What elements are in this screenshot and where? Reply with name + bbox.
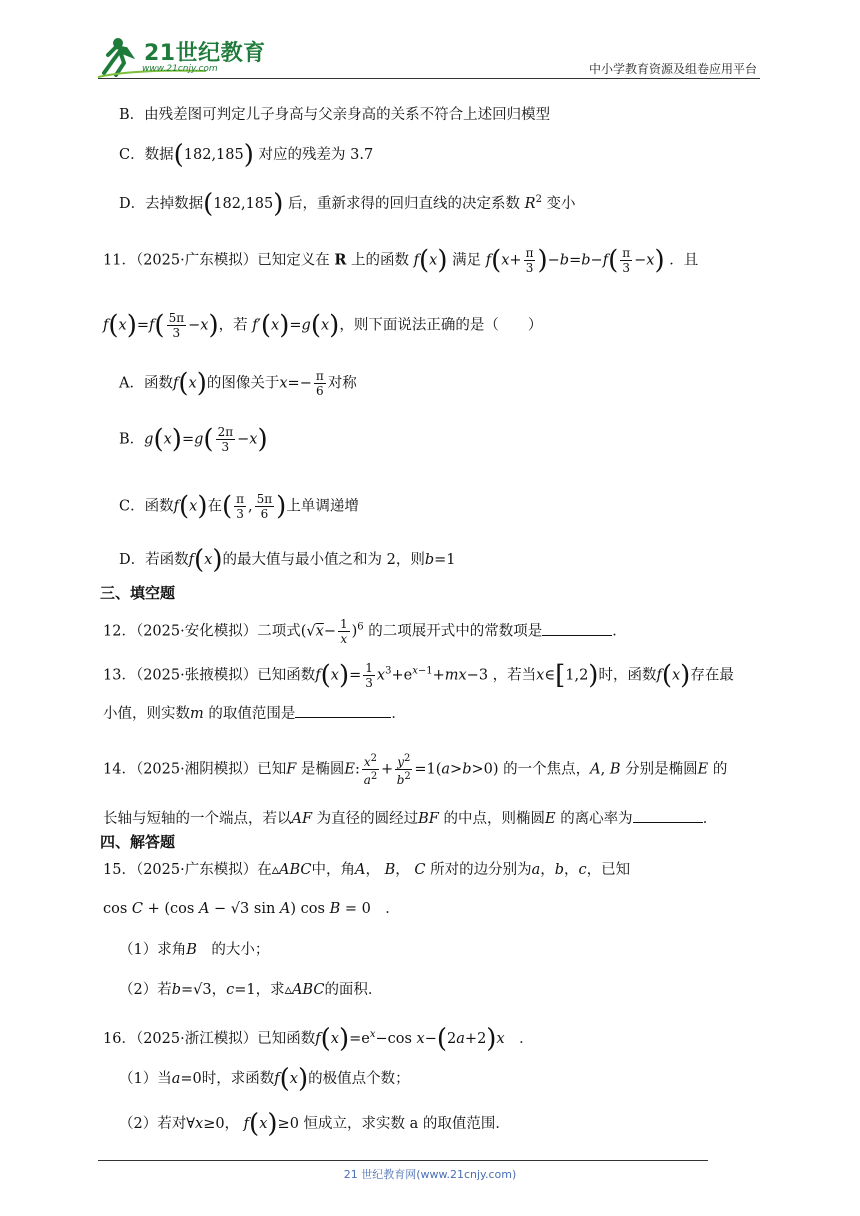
q11-option-b: B．g(x)=g( $\frac{2\pi}{3}$ −x)	[119, 424, 268, 455]
q11-option-d: D．若函数f(x)的最大值与最小值之和为 2，则b=1	[119, 545, 456, 575]
q11-stem-line2: f(x)=f( $\frac{5\pi}{3}$ −x)，若 f′(x)=g(x)，则下面说法正确的是（ ）	[103, 310, 543, 341]
q10-option-b: B．由残差图可判定儿子身高与父亲身高的关系不符合上述回归模型	[119, 107, 551, 123]
q11-option-c: C．函数f(x)在( $\frac{\pi}{3}$ , $\frac{5\pi}{6}$ )上单调递增	[119, 491, 359, 522]
q15-sub2: （2）若b=√3，c=1，求▵ABC的面积．	[119, 982, 383, 998]
q12-stem: 12．（2025·安化模拟）二项式(√x− $\frac{1}{x}$ )$^6$ 的二项展开式中的常数项是 ．	[103, 617, 627, 646]
platform-name: 中小学教育资源及组卷应用平台	[588, 62, 757, 76]
q11-option-a: A．函数f(x)的图像关于x=− $\frac{\pi}{6}$ 对称	[119, 368, 357, 399]
header-divider	[98, 78, 760, 79]
q15-stem-line1: 15．（2025·广东模拟）在▵ABC中，角A， B， C 所对的边分别为a，b，c，已知	[103, 862, 631, 878]
q10-option-d: D．去掉数据(182,185) 后，重新求得的回归直线的决定系数 $R^2$ 变小	[119, 188, 576, 219]
q16-stem: 16．（2025·浙江模拟）已知函数$f(x)=e^x-\cos$ x−(2a+2)x ．	[103, 1023, 534, 1054]
q14-stem-line2: 长轴与短轴的一个端点，若以AF 为直径的圆经过BF 的中点，则椭圆E 的离心率为 ．	[103, 806, 717, 829]
q13-stem-line2: 小值，则实数m 的取值范围是 ．	[103, 701, 406, 724]
footer-divider	[98, 1160, 708, 1161]
footer-link[interactable]: 21 世纪教育网(www.21cnjy.com)	[343, 1168, 517, 1181]
section-fill-in: 三、填空题	[100, 584, 176, 602]
section-solution: 四、解答题	[100, 833, 176, 851]
q16-sub1: （1）当a=0时，求函数f(x)的极值点个数；	[119, 1064, 410, 1094]
logo-text: 21世纪教育	[144, 41, 266, 66]
q11-stem-line1: 11．（2025·广东模拟）已知定义在 R 上的函数 f(x) 满足 f(x+ $\frac{\pi}{3}$ )−b=b−f( $\frac{\pi}{3}$ −x) ．且	[103, 245, 699, 276]
q14-stem-line1: 14．（2025·湘阴模拟）已知F 是椭圆E: $\frac{x^2}{a^2}$ + $\frac{y^2}{b^2}$ =1(a>b>0) 的一个焦点，A, B 分别是椭圆E 的	[103, 753, 728, 787]
q15-sub1: （1）求角B 的大小；	[119, 942, 270, 958]
q13-stem-line1: 13．（2025·张掖模拟）已知函数f(x)= $\frac{1}{3}$ $x^3+e^{x-1}+mx-3$ ，若当x∈[1,2)时，函数f(x)存在最	[103, 660, 734, 691]
q10-option-c: C．数据(182,185) 对应的残差为 3.7	[119, 140, 374, 170]
q16-sub2: （2）若对∀x≥0， f(x)≥0 恒成立，求实数 a 的取值范围．	[119, 1109, 510, 1139]
logo-url: www.21cnjy.com	[142, 64, 218, 74]
q15-stem-line2: cos C + (cos A − √3 sin A) cos B = 0 ．	[103, 901, 400, 917]
